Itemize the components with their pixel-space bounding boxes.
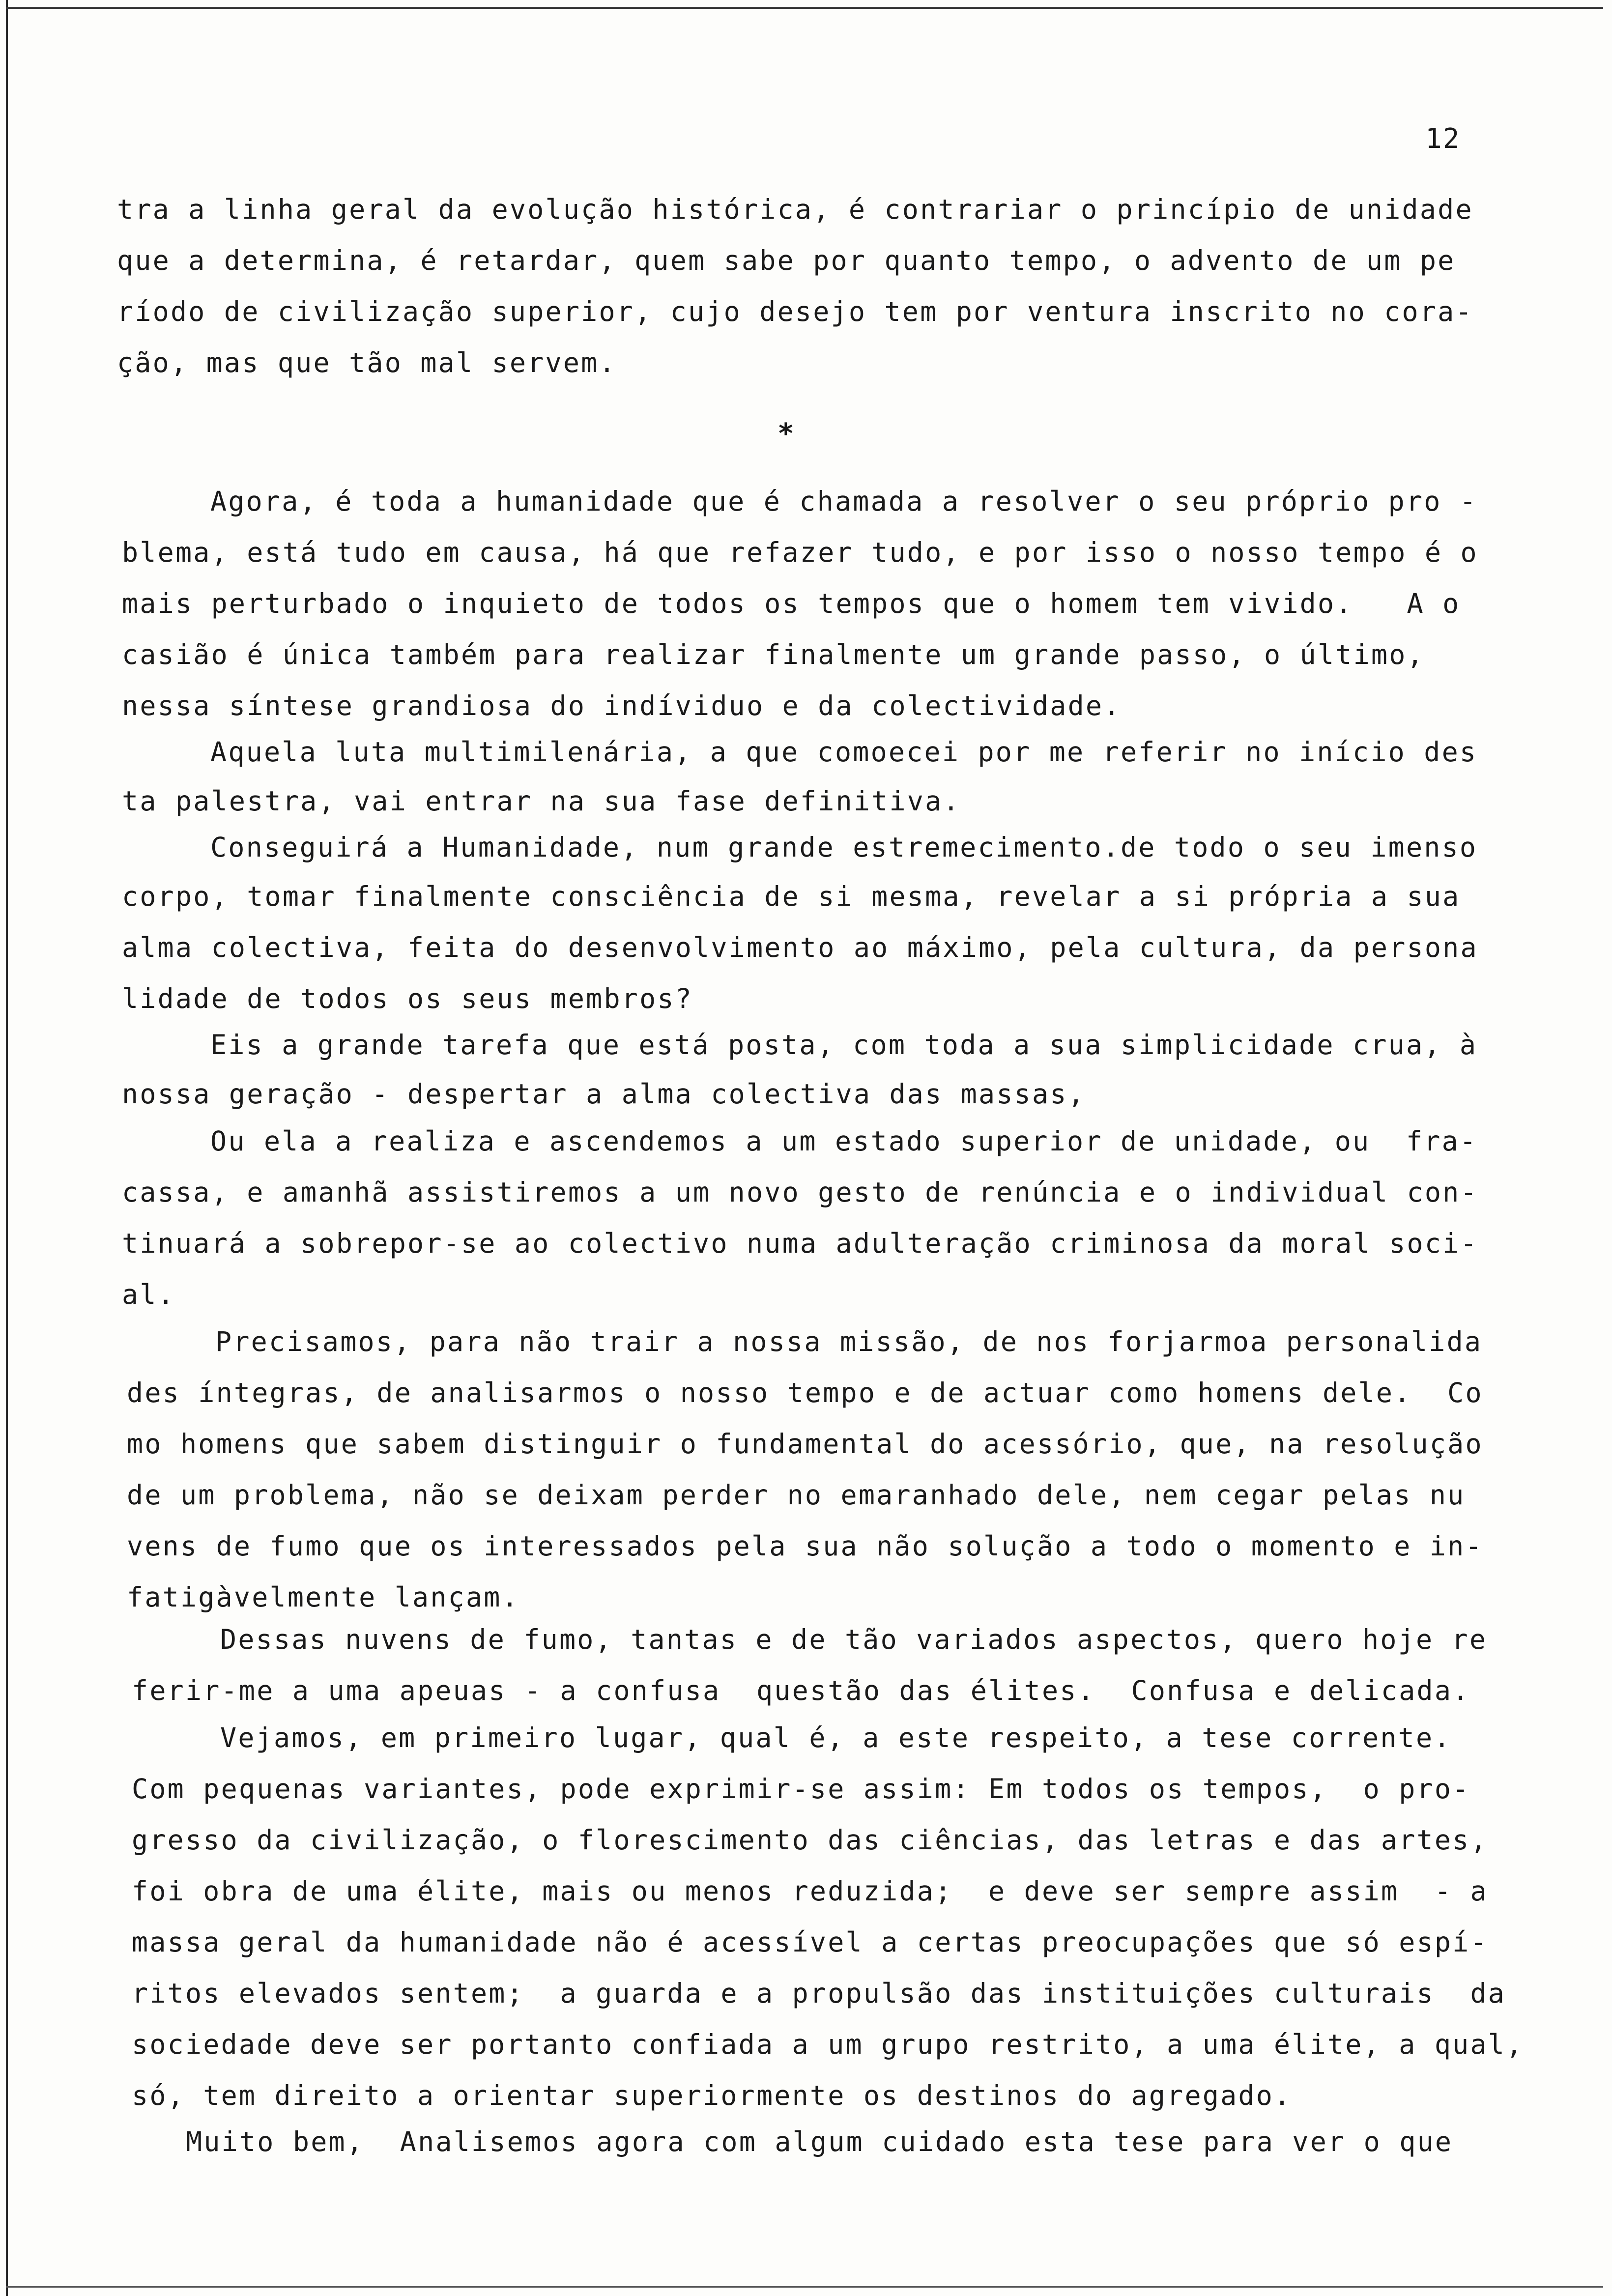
text-line: gresso da civilização, o florescimento das ciências, das letras e das artes, bbox=[132, 1824, 1488, 1856]
text-line: cassa, e amanhã assistiremos a um novo gesto de renúncia e o individual con- bbox=[122, 1177, 1478, 1208]
text-line: Muito bem, Analisemos agora com algum cuidado esta tese para ver o que bbox=[186, 2126, 1453, 2157]
text-line: Precisamos, para não trair a nossa missão, de nos forjarmoa personalida bbox=[215, 1326, 1483, 1357]
text-line: ta palestra, vai entrar na sua fase definitiva. bbox=[122, 785, 961, 817]
text-line: nossa geração - despertar a alma colectiva das massas, bbox=[122, 1078, 1086, 1110]
text-line: Aquela luta multimilenária, a que comoecei por me referir no início des bbox=[210, 736, 1478, 768]
text-line: foi obra de uma élite, mais ou menos reduzida; e deve ser sempre assim - a bbox=[132, 1875, 1488, 1907]
text-line: al. bbox=[122, 1279, 175, 1310]
text-line: Agora, é toda a humanidade que é chamada a resolver o seu próprio pro - bbox=[210, 486, 1478, 517]
text-line: vens de fumo que os interessados pela sua não solução a todo o momento e in- bbox=[127, 1530, 1483, 1562]
text-line: ríodo de civilização superior, cujo desejo tem por ventura inscrito no cora- bbox=[117, 296, 1473, 327]
page-number: 12 bbox=[1425, 123, 1461, 155]
text-line: Eis a grande tarefa que está posta, com toda a sua simplicidade crua, à bbox=[210, 1029, 1478, 1061]
text-line: blema, está tudo em causa, há que refazer tudo, e por isso o nosso tempo é o bbox=[122, 537, 1478, 568]
text-line: Com pequenas variantes, pode exprimir-se assim: Em todos os tempos, o pro- bbox=[132, 1773, 1470, 1805]
text-line: que a determina, é retardar, quem sabe por quanto tempo, o advento de um pe bbox=[117, 245, 1456, 276]
text-line: de um problema, não se deixam perder no emaranhado dele, nem cegar pelas nu bbox=[127, 1479, 1466, 1511]
text-line: Vejamos, em primeiro lugar, qual é, a este respeito, a tese corrente. bbox=[220, 1722, 1452, 1753]
page-edge-left bbox=[6, 0, 8, 2296]
text-line: Conseguirá a Humanidade, num grande estremecimento.de todo o seu imenso bbox=[210, 832, 1478, 863]
text-line: fatigàvelmente lançam. bbox=[127, 1581, 519, 1613]
page-edge-bottom bbox=[6, 2286, 1603, 2288]
text-line: ritos elevados sentem; a guarda e a propulsão das instituições culturais da bbox=[132, 1978, 1506, 2009]
text-line: Dessas nuvens de fumo, tantas e de tão variados aspectos, quero hoje re bbox=[220, 1624, 1488, 1655]
text-line: ção, mas que tão mal servem. bbox=[117, 347, 617, 378]
text-line: tinuará a sobrepor-se ao colectivo numa adulteração criminosa da moral soci- bbox=[122, 1228, 1478, 1259]
text-line: des íntegras, de analisarmos o nosso tempo e de actuar como homens dele. Co bbox=[127, 1377, 1483, 1408]
text-line: sociedade deve ser portanto confiada a um grupo restrito, a uma élite, a qual, bbox=[132, 2029, 1524, 2060]
text-line: casião é única também para realizar finalmente um grande passo, o último, bbox=[122, 639, 1425, 670]
text-line: lidade de todos os seus membros? bbox=[122, 983, 693, 1014]
text-line: ferir-me a uma apeuas - a confusa questão das élites. Confusa e delicada. bbox=[132, 1675, 1470, 1706]
page-edge-top bbox=[6, 7, 1603, 9]
text-line: massa geral da humanidade não é acessível a certas preocupações que só espí- bbox=[132, 1926, 1488, 1958]
text-line: tra a linha geral da evolução histórica, é contrariar o princípio de unidade bbox=[117, 194, 1473, 225]
text-line: mais perturbado o inquieto de todos os tempos que o homem tem vivido. A o bbox=[122, 588, 1461, 619]
text-line: corpo, tomar finalmente consciência de si mesma, revelar a si própria a sua bbox=[122, 881, 1461, 912]
text-line: Ou ela a realiza e ascendemos a um estado superior de unidade, ou fra- bbox=[210, 1125, 1478, 1157]
text-line: mo homens que sabem distinguir o fundamental do acessório, que, na resolução bbox=[127, 1428, 1483, 1460]
text-line: nessa síntese grandiosa do indíviduo e da colectividade. bbox=[122, 690, 1122, 721]
text-line: alma colectiva, feita do desenvolvimento ao máximo, pela cultura, da persona bbox=[122, 932, 1478, 963]
text-line: só, tem direito a orientar superiormente os destinos do agregado. bbox=[132, 2080, 1292, 2111]
section-separator: * bbox=[777, 418, 794, 450]
